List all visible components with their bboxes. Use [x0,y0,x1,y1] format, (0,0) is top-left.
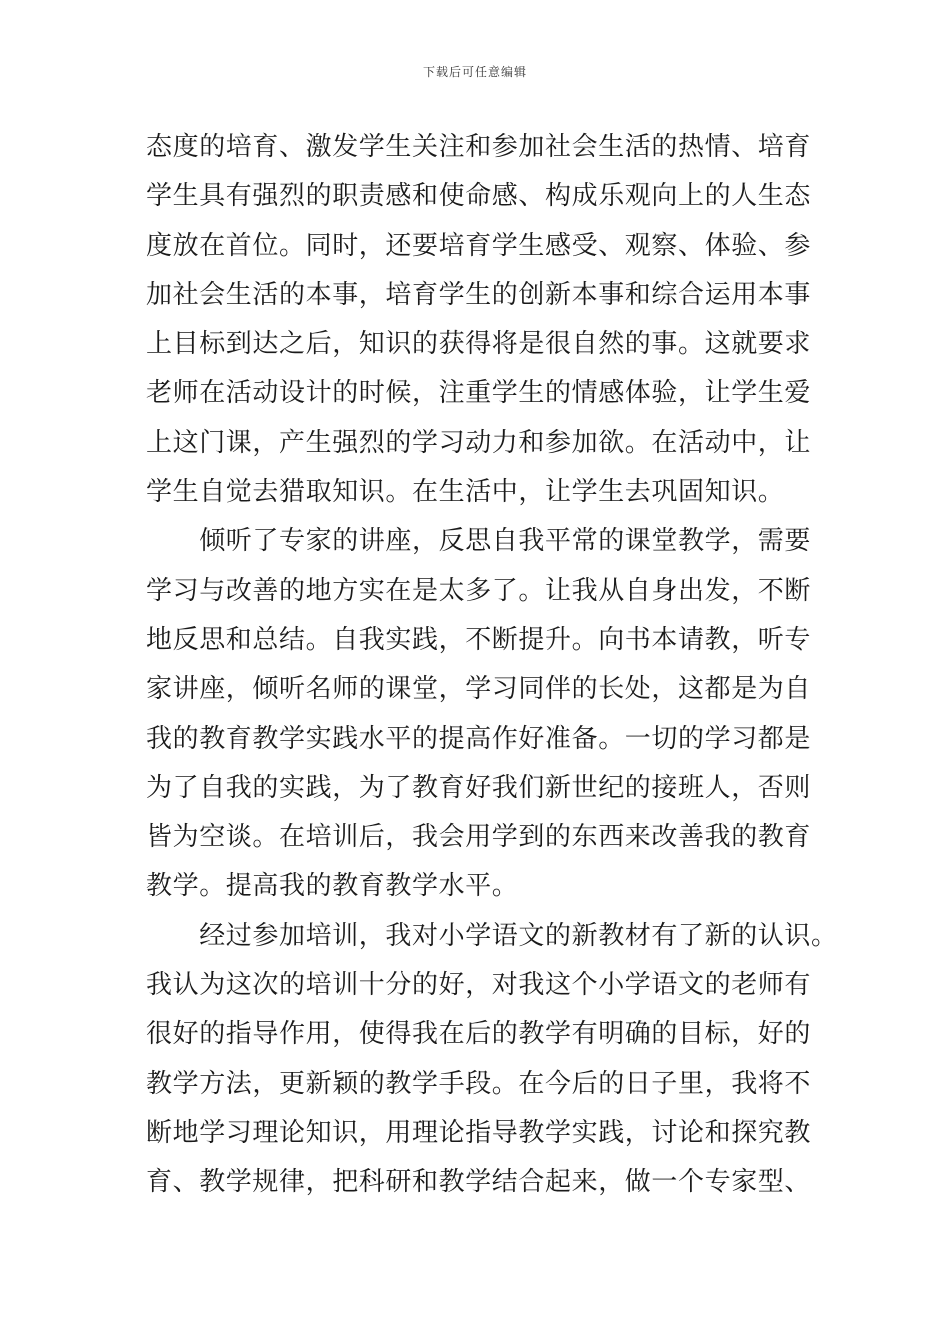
text-line: 家讲座，倾听名师的课堂，学习同伴的长处，这都是为自 [146,674,812,705]
text-line: 倾听了专家的讲座，反思自我平常的课堂教学，需要 [146,526,812,557]
text-line: 育、教学规律，把科研和教学结合起来，做一个专家型、 [146,1167,812,1198]
page-header: 下载后可任意编辑 [422,65,527,79]
text-line: 断地学习理论知识，用理论指导教学实践，讨论和探究教 [146,1117,812,1148]
text-line: 学生具有强烈的职责感和使命感、构成乐观向上的人生态 [146,181,812,212]
document-body [146,123,866,1208]
text-line: 经过参加培训，我对小学语文的新教材有了新的认识。 [146,920,838,951]
text-line: 为了自我的实践，为了教育好我们新世纪的接班人，否则 [146,772,812,803]
text-line: 上目标到达之后，知识的获得将是很自然的事。这就要求 [146,329,812,360]
text-line: 上这门课，产生强烈的学习动力和参加欲。在活动中，让 [146,427,812,458]
text-line: 很好的指导作用，使得我在后的教学有明确的目标，好的 [146,1019,812,1050]
text-line: 度放在首位。同时，还要培育学生感受、观察、体验、参 [146,230,812,261]
text-line: 我的教育教学实践水平的提高作好准备。一切的学习都是 [146,723,812,754]
text-line: 我认为这次的培训十分的好，对我这个小学语文的老师有 [146,970,812,1001]
text-line: 教学方法，更新颖的教学手段。在今后的日子里，我将不 [146,1068,812,1099]
text-line: 地反思和总结。自我实践，不断提升。向书本请教，听专 [146,624,812,655]
text-line: 加社会生活的本事，培育学生的创新本事和综合运用本事 [146,279,812,310]
text-line: 学习与改善的地方实在是太多了。让我从自身出发，不断 [146,575,812,606]
text-line: 教学。提高我的教育教学水平。 [146,871,519,902]
text-line: 态度的培育、激发学生关注和参加社会生活的热情、培育 [146,132,812,162]
text-line: 老师在活动设计的时候，注重学生的情感体验，让学生爱 [146,378,812,409]
text-line: 皆为空谈。在培训后，我会用学到的东西来改善我的教育 [146,822,812,853]
text-line: 学生自觉去猎取知识。在生活中，让学生去巩固知识。 [146,477,785,508]
